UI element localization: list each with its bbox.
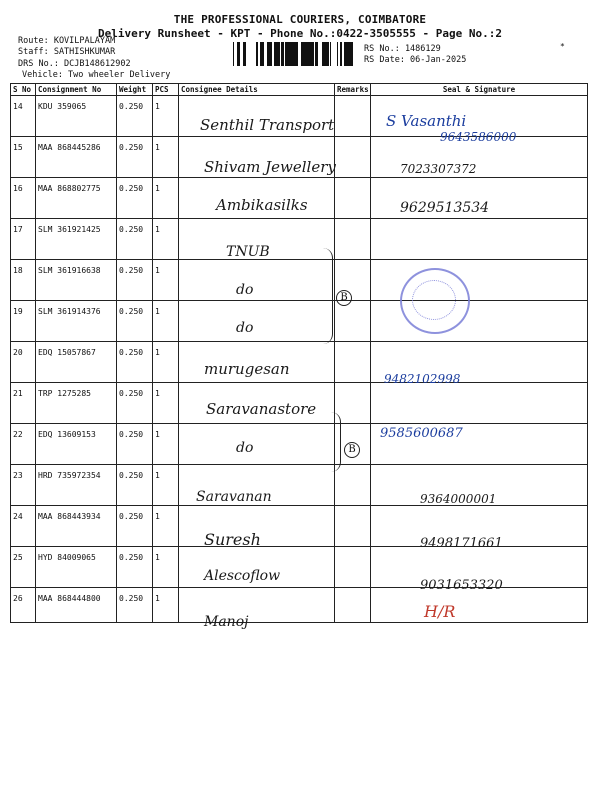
row-sno (11, 178, 36, 219)
hw-consignee-20: murugesan (204, 360, 290, 378)
row-consignment-no (36, 424, 117, 465)
row-pcs (153, 301, 179, 342)
barcode-bar (304, 42, 307, 66)
row-weight-text: 0.250 (119, 389, 144, 398)
barcode-bar (296, 42, 298, 66)
row-consignment-no (36, 96, 117, 137)
row-consignment-no (36, 178, 117, 219)
barcode-bar (233, 42, 234, 66)
row-pcs-text: 1 (155, 553, 160, 562)
row-weight (117, 383, 153, 424)
row-consignment-no-text: MAA 868444800 (38, 594, 101, 603)
row-weight (117, 424, 153, 465)
row-remarks (335, 96, 371, 137)
row-consignment-no (36, 219, 117, 260)
row-consignment-no-text: HRD 735972354 (38, 471, 101, 480)
barcode-bar (309, 42, 311, 66)
table-row (11, 219, 588, 260)
barcode-bar (292, 42, 293, 66)
row-sno-text: 14 (13, 102, 23, 111)
hw-sign-14a: S Vasanthi (386, 112, 467, 130)
vehicle-label: Vehicle: Two wheeler Delivery (22, 70, 171, 80)
hw-sign-22: 9585600687 (380, 426, 463, 441)
row-consignee-details (179, 588, 335, 623)
row-pcs (153, 96, 179, 137)
row-sno (11, 383, 36, 424)
row-consignment-no-text: TRP 1275285 (38, 389, 91, 398)
row-sno (11, 424, 36, 465)
row-weight-text: 0.250 (119, 143, 144, 152)
row-consignment-no-text: EDQ 15057867 (38, 348, 96, 357)
hw-sign-24: 9498171661 (420, 536, 503, 551)
barcode-bar (289, 42, 292, 66)
row-sno-text: 20 (13, 348, 23, 357)
row-weight (117, 260, 153, 301)
barcode-bar (301, 42, 304, 66)
row-sno-text: 26 (13, 594, 23, 603)
row-pcs-text: 1 (155, 102, 160, 111)
barcode-bar (344, 42, 347, 66)
barcode-bar (315, 42, 316, 66)
hw-consignee-21: Saravanastore (206, 400, 317, 418)
row-sno (11, 547, 36, 588)
row-pcs-text: 1 (155, 184, 160, 193)
hw-sign-16: 9629513534 (400, 200, 490, 216)
rs-number: RS No.: 1486129 (364, 44, 441, 54)
row-weight (117, 96, 153, 137)
remarks-circle-mark-1: B (336, 290, 352, 306)
row-pcs (153, 424, 179, 465)
table-row (11, 301, 588, 342)
row-consignment-no-text: MAA 868802775 (38, 184, 101, 193)
row-sno (11, 588, 36, 623)
row-pcs-text: 1 (155, 307, 160, 316)
row-weight-text: 0.250 (119, 348, 144, 357)
row-remarks (335, 301, 371, 342)
row-weight (117, 342, 153, 383)
row-pcs-text: 1 (155, 266, 160, 275)
row-pcs (153, 260, 179, 301)
barcode-bar (262, 42, 263, 66)
barcode-bar (276, 42, 279, 66)
row-sno-text: 24 (13, 512, 23, 521)
row-pcs (153, 506, 179, 547)
row-sno (11, 96, 36, 137)
row-consignment-no (36, 260, 117, 301)
row-consignment-no-text: SLM 361914376 (38, 307, 101, 316)
row-remarks (335, 465, 371, 506)
row-sno (11, 260, 36, 301)
row-remarks (335, 219, 371, 260)
row-pcs-text: 1 (155, 512, 160, 521)
hw-consignee-25: Alescoflow (204, 568, 281, 584)
row-sno-text: 15 (13, 143, 23, 152)
hw-consignee-24: Suresh (204, 530, 261, 549)
barcode-bar (322, 42, 323, 66)
hw-consignee-22: do (236, 440, 254, 456)
row-pcs (153, 383, 179, 424)
table-row (11, 465, 588, 506)
row-consignment-no (36, 588, 117, 623)
barcode-bar (274, 42, 276, 66)
barcode-bar (267, 42, 269, 66)
row-weight (117, 137, 153, 178)
group-brace-2 (330, 412, 341, 472)
row-consignment-no-text: KDU 359065 (38, 102, 87, 111)
row-consignment-no (36, 342, 117, 383)
hw-sign-14b: 9643586000 (440, 130, 517, 144)
row-consignment-no-text: MAA 868445286 (38, 143, 101, 152)
barcode-bar (347, 42, 348, 66)
company-title: THE PROFESSIONAL COURIERS, COIMBATORE (173, 13, 427, 26)
row-consignment-no-text: SLM 361916638 (38, 266, 101, 275)
table-header-row (11, 84, 588, 96)
row-weight (117, 588, 153, 623)
hw-consignee-19: do (236, 320, 254, 336)
hw-sign-23: 9364000001 (420, 492, 497, 506)
barcode (232, 42, 356, 66)
row-pcs (153, 547, 179, 588)
row-pcs (153, 137, 179, 178)
table-row (11, 424, 588, 465)
hw-consignee-17: TNUB (226, 244, 270, 260)
col-seal-signature: Seal & Signature (371, 84, 588, 96)
col-sno: S No (11, 84, 36, 96)
rs-date: RS Date: 06-Jan-2025 (364, 55, 467, 65)
row-sno-text: 16 (13, 184, 23, 193)
route-label: Route: KOVILPALAYAM (18, 36, 116, 46)
barcode-bar (282, 42, 284, 66)
row-sno (11, 465, 36, 506)
hw-sign-20: 9482102998 (384, 372, 461, 386)
row-weight-text: 0.250 (119, 184, 144, 193)
barcode-bar (350, 42, 353, 66)
runsheet-title: Delivery Runsheet - KPT - Phone No.:0422-3505555 - Page No.:2 (98, 27, 502, 40)
table-row (11, 260, 588, 301)
row-weight-text: 0.250 (119, 266, 144, 275)
hw-consignee-18: do (236, 282, 254, 298)
row-pcs-text: 1 (155, 594, 160, 603)
row-sno-text: 18 (13, 266, 23, 275)
col-remarks: Remarks (335, 84, 371, 96)
barcode-bar (311, 42, 314, 66)
row-consignment-no-text: EDQ 13609153 (38, 430, 96, 439)
row-weight (117, 301, 153, 342)
row-weight-text: 0.250 (119, 102, 144, 111)
row-sno-text: 23 (13, 471, 23, 480)
barcode-bar (281, 42, 282, 66)
row-weight (117, 219, 153, 260)
barcode-bar (243, 42, 246, 66)
barcode-bar (323, 42, 326, 66)
row-consignment-no-text: HYD 84009065 (38, 553, 96, 562)
row-consignment-no-text: SLM 361921425 (38, 225, 101, 234)
drs-label: DRS No.: DCJB148612902 (18, 59, 131, 69)
row-pcs-text: 1 (155, 225, 160, 234)
company-seal (400, 268, 470, 334)
row-weight (117, 465, 153, 506)
barcode-bar (337, 42, 338, 66)
row-pcs-text: 1 (155, 430, 160, 439)
row-seal-signature (371, 383, 588, 424)
hw-consignee-16: Ambikasilks (216, 196, 308, 214)
hw-sign-15: 7023307372 (400, 162, 477, 176)
barcode-bar (330, 42, 331, 66)
row-consignee-details (179, 301, 335, 342)
barcode-bar (340, 42, 342, 66)
row-seal-signature (371, 219, 588, 260)
barcode-bar (307, 42, 309, 66)
row-remarks (335, 342, 371, 383)
barcode-bar (256, 42, 257, 66)
row-pcs (153, 588, 179, 623)
row-pcs-text: 1 (155, 389, 160, 398)
row-pcs-text: 1 (155, 348, 160, 357)
row-weight (117, 178, 153, 219)
row-consignment-no (36, 465, 117, 506)
row-pcs-text: 1 (155, 143, 160, 152)
hw-sign-26: H/R (424, 602, 456, 621)
star-mark: * (560, 42, 565, 51)
row-consignment-no (36, 547, 117, 588)
col-consignee: Consignee Details (179, 84, 335, 96)
barcode-bar (263, 42, 264, 66)
row-consignee-details (179, 424, 335, 465)
row-weight-text: 0.250 (119, 471, 144, 480)
table-row (11, 342, 588, 383)
row-weight-text: 0.250 (119, 512, 144, 521)
col-consignment: Consignment No (36, 84, 117, 96)
barcode-bar (285, 42, 287, 66)
row-weight (117, 506, 153, 547)
barcode-bar (269, 42, 272, 66)
row-consignment-no (36, 301, 117, 342)
barcode-bar (326, 42, 329, 66)
row-pcs (153, 219, 179, 260)
row-remarks (335, 547, 371, 588)
hw-consignee-23: Saravanan (196, 489, 272, 505)
row-weight (117, 547, 153, 588)
row-sno-text: 17 (13, 225, 23, 234)
row-consignee-details (179, 260, 335, 301)
row-sno (11, 301, 36, 342)
row-weight-text: 0.250 (119, 594, 144, 603)
remarks-circle-mark-2: B (344, 442, 360, 458)
hw-sign-25: 9031653320 (420, 578, 503, 593)
row-weight-text: 0.250 (119, 553, 144, 562)
row-sno (11, 137, 36, 178)
row-sno (11, 342, 36, 383)
staff-label: Staff: SATHISHKUMAR (18, 47, 116, 57)
barcode-bar (287, 42, 289, 66)
row-sno-text: 25 (13, 553, 23, 562)
col-weight: Weight (117, 84, 153, 96)
hw-consignee-26: Manoj (204, 614, 249, 630)
row-consignment-no (36, 383, 117, 424)
row-consignment-no (36, 506, 117, 547)
barcode-bar (293, 42, 296, 66)
row-remarks (335, 506, 371, 547)
barcode-bar (237, 42, 240, 66)
row-consignment-no (36, 137, 117, 178)
row-remarks (335, 137, 371, 178)
barcode-bar (260, 42, 262, 66)
row-remarks (335, 588, 371, 623)
row-consignment-no-text: MAA 868443934 (38, 512, 101, 521)
row-weight-text: 0.250 (119, 225, 144, 234)
barcode-bar (316, 42, 318, 66)
row-sno-text: 19 (13, 307, 23, 316)
row-weight-text: 0.250 (119, 307, 144, 316)
row-weight-text: 0.250 (119, 430, 144, 439)
row-sno-text: 22 (13, 430, 23, 439)
barcode-bar (257, 42, 258, 66)
barcode-bar (348, 42, 350, 66)
col-pcs: PCS (153, 84, 179, 96)
row-pcs (153, 178, 179, 219)
row-remarks (335, 178, 371, 219)
row-pcs (153, 465, 179, 506)
row-sno-text: 21 (13, 389, 23, 398)
row-pcs-text: 1 (155, 471, 160, 480)
group-brace-1 (320, 248, 333, 344)
row-sno (11, 506, 36, 547)
hw-consignee-15: Shivam Jewellery (204, 158, 336, 176)
barcode-bar (279, 42, 280, 66)
row-sno (11, 219, 36, 260)
hw-consignee-14: Senthil Transport (200, 116, 335, 134)
row-pcs (153, 342, 179, 383)
